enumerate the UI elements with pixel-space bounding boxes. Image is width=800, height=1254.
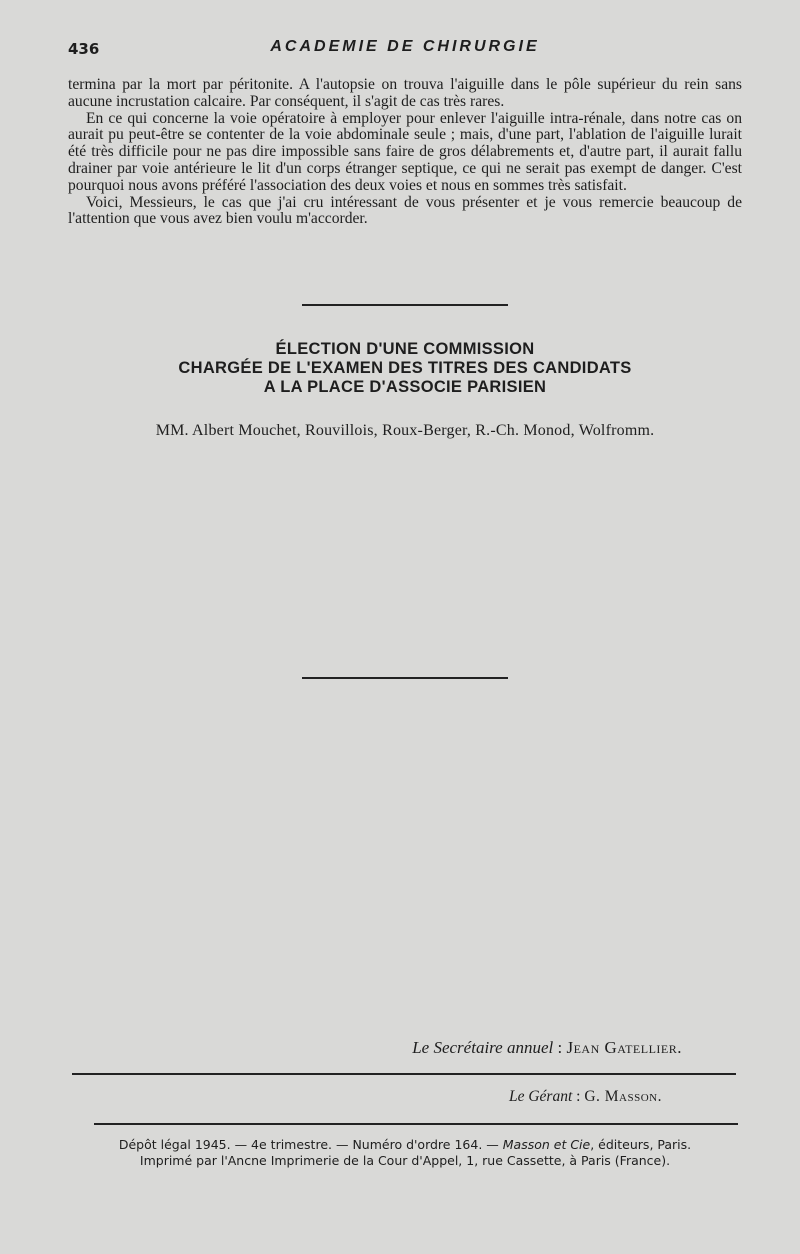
end-divider [302, 677, 508, 679]
section-title-line: ÉLECTION D'UNE COMMISSION [275, 340, 535, 358]
signature-rule [72, 1073, 736, 1075]
imprint-line-2: Imprimé par l'Ancne Imprimerie de la Cour d'Appel, 1, rue Cassette, à Paris (France). [139, 1153, 671, 1168]
section-title [68, 340, 742, 397]
section-title-line: CHARGÉE DE L'EXAMEN DES TITRES DES CANDIDATS [178, 359, 632, 377]
paragraph: Voici, Messieurs, le cas que j'ai cru intéressant de vous présenter et je vous remercie beaucoup de l'attention que vous avez bien voulu m'accorder. [68, 193, 742, 228]
secretary-role: Le Secrétaire annuel [412, 1038, 554, 1057]
gerant-role: Le Gérant [508, 1088, 573, 1105]
commission-members: MM. Albert Mouchet, Rouvillois, Roux-Berger, R.-Ch. Monod, Wolfromm. [155, 422, 655, 439]
imprint-text: Dépôt légal 1945. — 4e trimestre. — Numéro d'ordre 164. — [118, 1137, 503, 1152]
section-divider [302, 304, 508, 306]
gerant-signature [509, 1088, 662, 1106]
running-head: ACADEMIE DE CHIRURGIE [270, 38, 540, 55]
imprint-line-1 [68, 1137, 742, 1153]
gerant-separator: : [572, 1088, 585, 1105]
section-title-line: A LA PLACE D'ASSOCIE PARISIEN [263, 378, 547, 396]
secretary-signature [412, 1038, 682, 1058]
gerant-name: G. Masson. [584, 1088, 662, 1105]
page-number: 436 [68, 40, 100, 58]
body-text [68, 77, 742, 228]
footer-rule [94, 1123, 738, 1125]
page-header [68, 38, 742, 62]
publisher-name: Masson et Cie [502, 1137, 591, 1152]
imprint-text: , éditeurs, Paris. [590, 1137, 692, 1152]
paragraph: En ce qui concerne la voie opératoire à employer pour enlever l'aiguille intra-rénale, dans notre cas on aurait pu peut-être se contenter de la voie abdominale seule ; mais, d'une part, l'ablation de l'aiguille lurait été très difficile pour ne pas dire impossible sans faire de gros délabrements et, d'autre part, il aurait fallu drainer par voie antérieure le lit d'un corps étranger septique, ce qui ne serait pas exempt de danger. C'est pourquoi nous avons préféré l'association des deux voies et nous en sommes très satisfait. [68, 109, 742, 194]
secretary-separator: : [553, 1038, 567, 1057]
paragraph: termina par la mort par péritonite. A l'autopsie on trouva l'aiguille dans le pôle supérieur du rein sans aucune incrustation calcaire. Par conséquent, il s'agit de cas très rares. [68, 76, 742, 110]
secretary-name: Jean Gatellier. [566, 1038, 682, 1057]
imprint-footer [68, 1137, 742, 1169]
